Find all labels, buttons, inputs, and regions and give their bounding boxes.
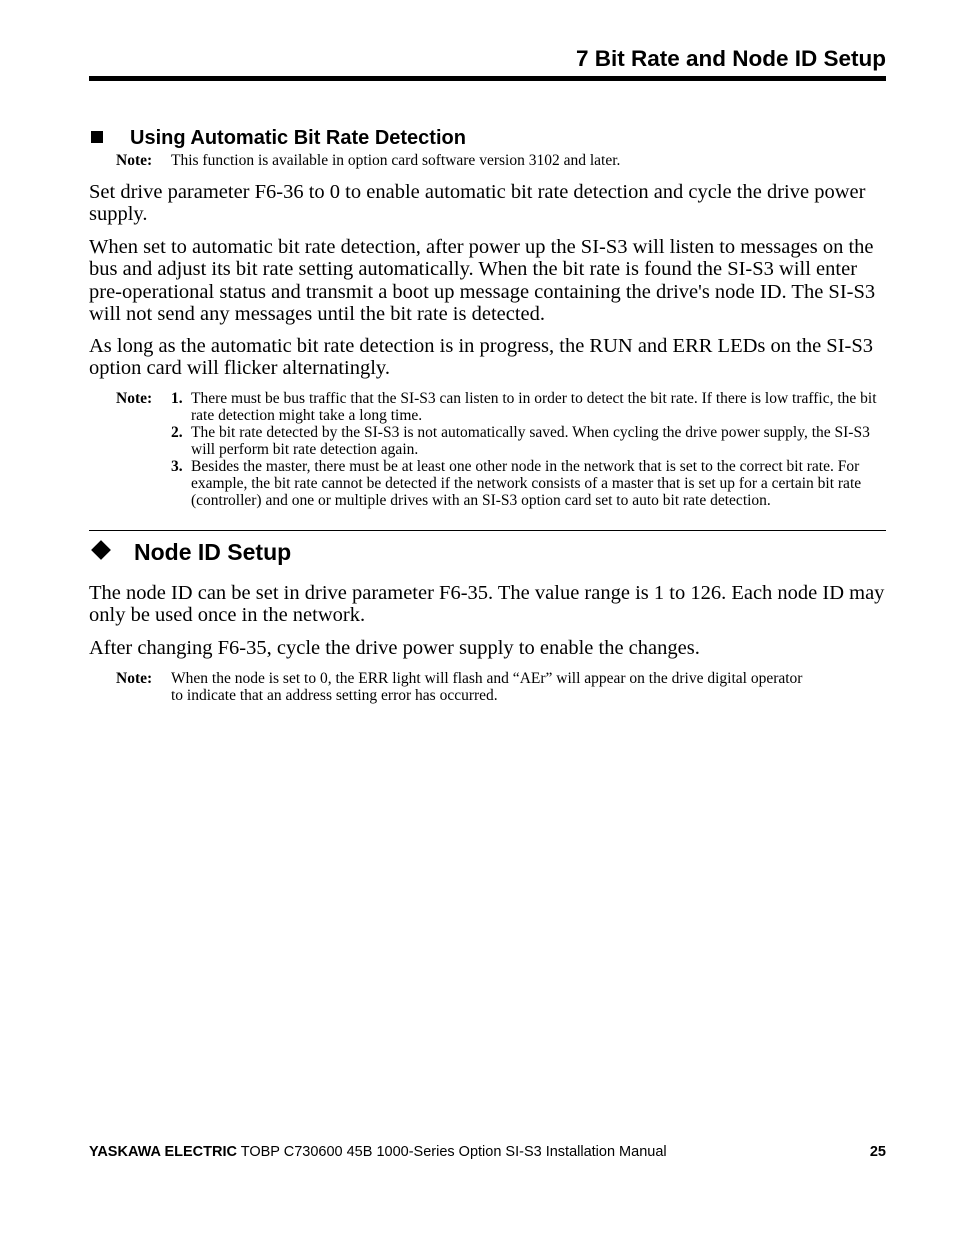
- footer-brand: YASKAWA ELECTRIC: [89, 1144, 237, 1160]
- page-number: 25: [869, 1144, 886, 1160]
- list-item-text: Besides the master, there must be at least one other node in the network that is set to the correct bit rate. For example, the bit rate cannot be detected if the network consists of a master that is set up for a certain bit rate (controller) and one or multiple drives with an SI-S3 option card set to auto bit rate detection.: [191, 458, 862, 509]
- paragraph-node-id-range: The node ID can be set in drive parameter F6-35. The value range is 1 to 126. Each node ID may only be used once in the network.: [89, 582, 885, 627]
- section-heading-text: Using Automatic Bit Rate Detection: [130, 127, 466, 149]
- note-label: Note:: [116, 152, 153, 169]
- paragraph-detection-behavior: When set to automatic bit rate detection, after power up the SI-S3 will listen to messages on the bus and adjust its bit rate setting automatically. When the bit rate is found the SI-S3 will enter pre-operational status and transmit a boot up message containing the drive's node ID. The SI-S3 will not send any messages until the bit rate is detected.: [89, 236, 876, 325]
- square-bullet-icon: [91, 131, 103, 143]
- note-text: When the node is set to 0, the ERR light will flash and “AEr” will appear on the drive digital operator to indicate that an address setting error has occurred.: [171, 670, 803, 704]
- note-text: This function is available in option card software version 3102 and later.: [171, 152, 621, 169]
- note-label: Note:: [116, 670, 153, 687]
- list-item-text: There must be bus traffic that the SI-S3 can listen to in order to detect the bit rate. If there is low traffic, the bit rate detection might take a long time.: [191, 390, 877, 424]
- list-item-number: 3.: [171, 458, 183, 475]
- paragraph-enable-detection: Set drive parameter F6-36 to 0 to enable automatic bit rate detection and cycle the drive power supply.: [89, 181, 866, 226]
- section-divider: [89, 530, 886, 531]
- section-heading-auto-bit-rate: [89, 125, 466, 151]
- list-item-text: The bit rate detected by the SI-S3 is not automatically saved. When cycling the drive power supply, the SI-S3 will perform bit rate detection again.: [191, 424, 870, 458]
- diamond-bullet-icon: [91, 540, 111, 560]
- list-item-number: 2.: [171, 424, 183, 441]
- section-heading-text: Node ID Setup: [134, 539, 292, 565]
- paragraph-cycle-power: After changing F6-35, cycle the drive power supply to enable the changes.: [89, 637, 700, 659]
- manual-page: [89, 0, 886, 1240]
- chapter-header: [89, 44, 886, 81]
- section-heading-node-id: [89, 536, 291, 568]
- header-rule: [89, 76, 886, 81]
- paragraph-led-flicker: As long as the automatic bit rate detection is in progress, the RUN and ERR LEDs on the SI-S3 option card will flicker alternatingly.: [89, 335, 873, 380]
- footer-document-title: TOBP C730600 45B 1000-Series Option SI-S3 Installation Manual: [236, 1144, 667, 1160]
- page-footer: [89, 1143, 886, 1161]
- note-label: Note:: [116, 390, 153, 407]
- list-item-number: 1.: [171, 390, 183, 407]
- chapter-title: 7 Bit Rate and Node ID Setup: [575, 46, 886, 71]
